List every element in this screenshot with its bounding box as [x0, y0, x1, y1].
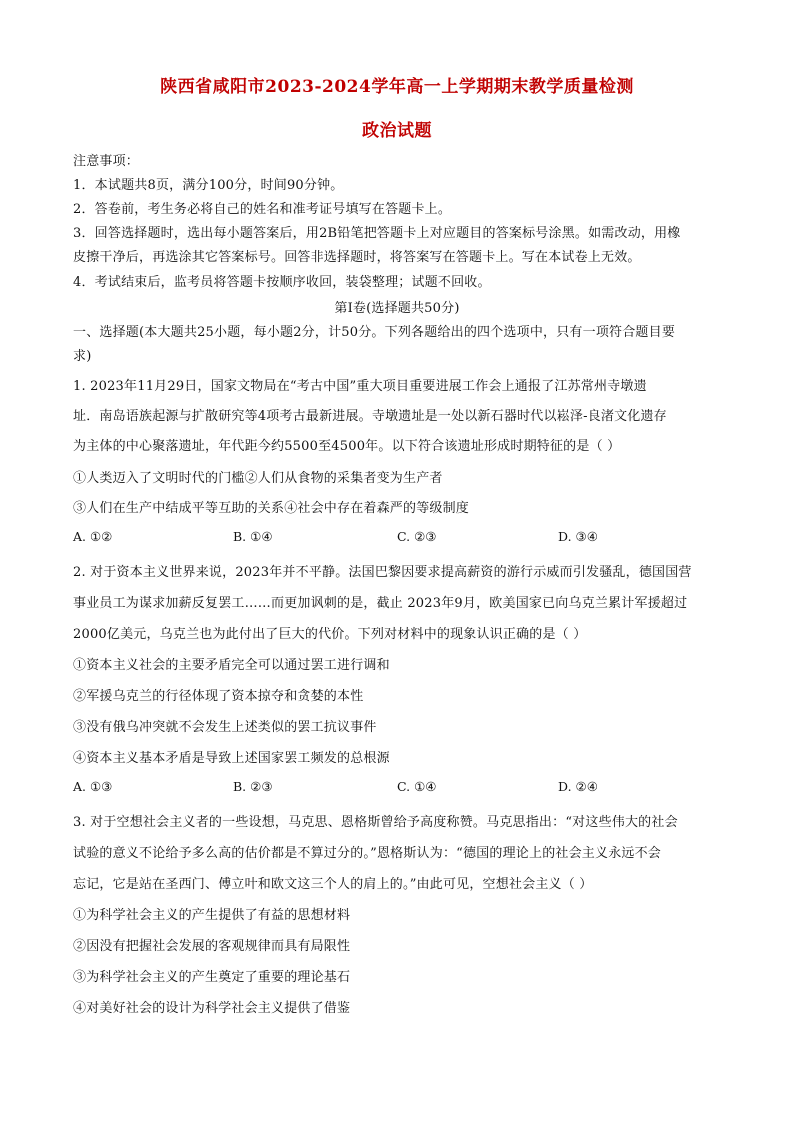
question-2-statement: ③没有俄乌冲突就不会发生上述类似的罢工抗议事件 — [73, 720, 377, 735]
question-3-stem: 试验的意义不论给予多么高的估价都是不算过分的。”恩格斯认为：“德国的理论上的社会主义永远不会 — [73, 846, 661, 861]
notice-item: 3．回答选择题时，选出每小题答案后，用2B铅笔把答题卡上对应题目的答案标号涂黑。如需改动，用橡 — [73, 226, 681, 241]
question-3-statement: ③为科学社会主义的产生奠定了重要的理论基石 — [73, 970, 351, 985]
subject-title: 政治试题 — [362, 121, 432, 141]
question-3-statement: ④对美好社会的设计为科学社会主义提供了借鉴 — [73, 1001, 351, 1016]
question-2-stem: 2000亿美元，乌克兰也为此付出了巨大的代价。下列对材料中的现象认识正确的是（ ） — [73, 627, 587, 642]
notice-item: 2．答卷前，考生务必将自己的姓名和准考证号填写在答题卡上。 — [73, 202, 452, 217]
question-1-statement: ③人们在生产中结成平等互助的关系④社会中存在着森严的等级制度 — [73, 501, 470, 516]
question-2-stem: 2. 对于资本主义世界来说，2023年并不平静。法国巴黎因要求提高薪资的游行示威而引发骚乱，德国国营 — [73, 565, 692, 580]
question-3-statement: ①为科学社会主义的产生提供了有益的思想材料 — [73, 908, 351, 923]
question-1-option-c: C. ②③ — [397, 529, 437, 544]
question-2-statement: ②军援乌克兰的行径体现了资本掠夺和贪婪的本性 — [73, 689, 364, 704]
section-intro: 一、选择题(本大题共25小题，每小题2分，计50分。下列各题给出的四个选项中，只有一项符合题目要 — [73, 325, 676, 340]
question-2-option-d: D. ②④ — [558, 779, 598, 794]
question-1-stem: 1. 2023年11月29日，国家文物局在“考古中国”重大项目重要进展工作会上通报了江苏常州寺墩遗 — [73, 379, 647, 394]
notice-item: 4．考试结束后，监考员将答题卡按顺序收回，装袋整理；试题不回收。 — [73, 275, 491, 290]
notice-item: 皮擦干净后，再选涂其它答案标号。回答非选择题时，将答案写在答题卡上。写在本试卷上无效。 — [73, 250, 641, 265]
question-2-option-a: A. ①③ — [73, 779, 113, 794]
notice-item: 1．本试题共8页，满分100分，时间90分钟。 — [73, 178, 344, 193]
question-2-stem: 事业员工为谋求加薪反复罢工……而更加讽刺的是，截止 2023年9月，欧美国家已向乌克兰累计军援超过 — [73, 596, 688, 611]
question-1-statement: ①人类迈入了文明时代的门槛②人们从食物的采集者变为生产者 — [73, 471, 443, 486]
question-2-statement: ①资本主义社会的主要矛盾完全可以通过罢工进行调和 — [73, 658, 390, 673]
question-1-stem: 为主体的中心聚落遗址，年代距今约5500至4500年。以下符合该遗址形成时期特征的是（ ） — [73, 439, 621, 454]
question-1-option-a: A. ①② — [73, 529, 113, 544]
question-2-statement: ④资本主义基本矛盾是导致上述国家罢工频发的总根源 — [73, 751, 390, 766]
question-1-stem: 址．南岛语族起源与扩散研究等4项考古最新进展。寺墩遗址是一处以新石器时代以崧泽-良渚文化遗存 — [73, 409, 667, 424]
question-3-statement: ②因没有把握社会发展的客观规律而具有局限性 — [73, 939, 351, 954]
section-intro: 求) — [73, 349, 92, 364]
notice-heading: 注意事项： — [73, 154, 140, 169]
question-1-option-d: D. ③④ — [558, 529, 598, 544]
volume-heading: 第Ⅰ卷(选择题共50分) — [334, 301, 460, 316]
question-1-option-b: B. ①④ — [233, 529, 273, 544]
question-2-option-c: C. ①④ — [397, 779, 437, 794]
question-2-option-b: B. ②③ — [233, 779, 273, 794]
exam-title: 陕西省咸阳市2023-2024学年高一上学期期末教学质量检测 — [160, 77, 634, 97]
question-3-stem: 忘记，它是站在圣西门、傅立叶和欧文这三个人的肩上的。”由此可见，空想社会主义（ ） — [73, 877, 593, 892]
question-3-stem: 3. 对于空想社会主义者的一些设想，马克思、恩格斯曾给予高度称赞。马克思指出：“对这些伟大的社会 — [73, 815, 678, 830]
